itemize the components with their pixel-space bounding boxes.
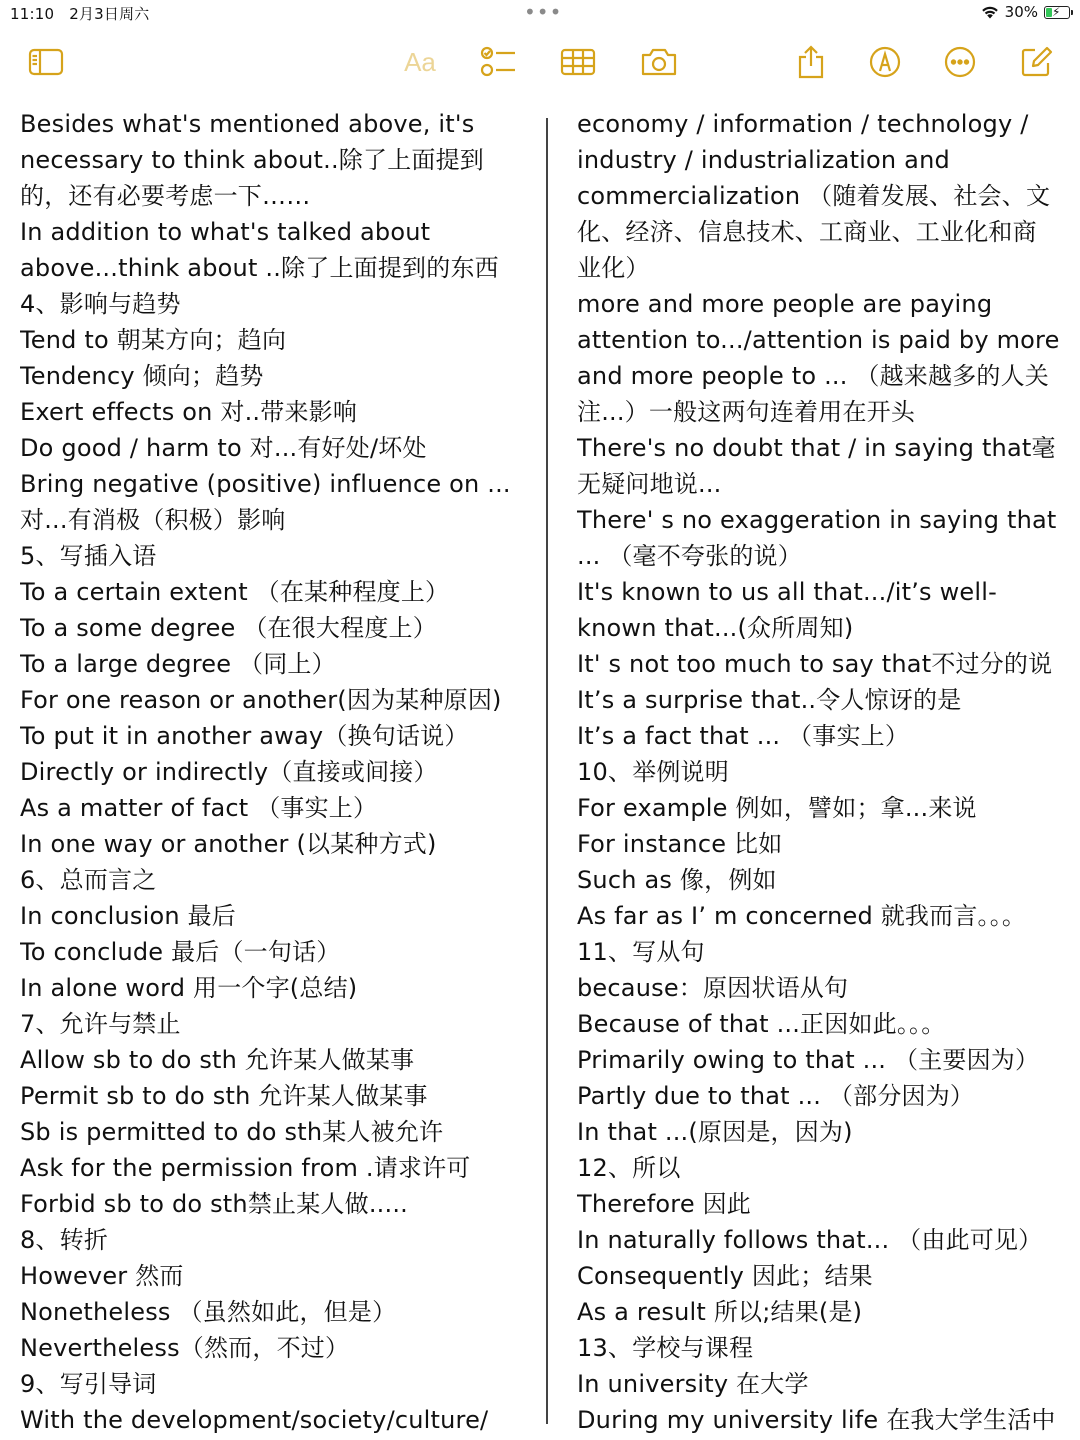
note-line[interactable]: 5、写插入语 (20, 542, 157, 570)
note-line[interactable]: Because of that ...正因如此。。。 (577, 1010, 946, 1038)
note-line[interactable]: Do good / harm to 对...有好处/坏处 (20, 434, 427, 462)
more-options-button[interactable] (940, 42, 980, 82)
note-line[interactable]: Such as 像，例如 (577, 866, 777, 894)
note-line[interactable]: As a matter of fact （事实上） (20, 794, 378, 822)
note-line[interactable]: Bring negative (positive) influence on ... (20, 470, 511, 498)
checklist-button[interactable] (479, 42, 519, 82)
note-line[interactable]: necessary to think about..除了上面提到 (20, 146, 485, 174)
note-line[interactable]: and more people to ... （越来越多的人关 (577, 362, 1049, 390)
note-line[interactable]: Tend to 朝某方向；趋向 (20, 326, 287, 354)
status-time (10, 3, 150, 24)
charging-bolt-icon: ⚡ (1052, 4, 1061, 19)
note-line[interactable]: ... （毫不夸张的说） (577, 542, 802, 570)
note-line[interactable]: In that ...(原因是，因为) (577, 1118, 853, 1146)
note-column-right[interactable] (577, 106, 1075, 1438)
markup-icon (868, 45, 902, 79)
sidebar-toggle-button[interactable] (26, 42, 66, 82)
note-line[interactable]: Ask for the permission from .请求许可 (20, 1154, 471, 1182)
format-label: Aa (404, 46, 436, 77)
note-line[interactable]: economy / information / technology / (577, 110, 1029, 138)
battery-icon (1044, 6, 1070, 19)
note-line[interactable]: In naturally follows that... （由此可见） (577, 1226, 1043, 1254)
compose-button[interactable] (1016, 42, 1056, 82)
note-line[interactable]: 业化） (577, 254, 650, 282)
note-line[interactable]: Sb is permitted to do sth某人被允许 (20, 1118, 444, 1146)
note-line[interactable]: However 然而 (20, 1262, 184, 1290)
share-icon (795, 44, 827, 80)
share-button[interactable] (791, 42, 831, 82)
note-line[interactable]: 4、影响与趋势 (20, 290, 181, 318)
note-line[interactable]: above...think about ..除了上面提到的东西 (20, 254, 499, 282)
note-line[interactable]: In one way or another (以某种方式) (20, 830, 437, 858)
note-line[interactable]: Tendency 倾向；趋势 (20, 362, 264, 390)
note-line[interactable]: 13、学校与课程 (577, 1334, 754, 1362)
note-line[interactable]: For instance 比如 (577, 830, 783, 858)
note-line[interactable]: Directly or indirectly（直接或间接） (20, 758, 438, 786)
more-icon (943, 45, 977, 79)
note-line[interactable]: It’s a fact that ... （事实上） (577, 722, 910, 750)
note-line[interactable]: 9、写引导词 (20, 1370, 157, 1398)
note-line[interactable]: As far as I’ m concerned 就我而言。。。 (577, 902, 1027, 930)
battery-percent: 30% (1004, 3, 1038, 21)
note-line[interactable]: Nonetheless （虽然如此，但是） (20, 1298, 397, 1326)
note-line[interactable]: Therefore 因此 (577, 1190, 752, 1218)
note-line[interactable]: 11、写从句 (577, 938, 705, 966)
table-button[interactable] (558, 42, 598, 82)
note-line[interactable]: To put it in another away（换句话说） (20, 722, 469, 750)
note-line[interactable]: Nevertheless（然而，不过） (20, 1334, 350, 1362)
note-line[interactable]: With the development/society/culture/ (20, 1406, 489, 1434)
note-line[interactable]: 化、经济、信息技术、工商业、工业化和商 (577, 218, 1037, 246)
column-divider (546, 118, 548, 1424)
note-line[interactable]: In conclusion 最后 (20, 902, 236, 930)
note-line[interactable]: Permit sb to do sth 允许某人做某事 (20, 1082, 428, 1110)
note-line[interactable]: 的，还有必要考虑一下…… (20, 182, 311, 210)
format-text-button[interactable] (400, 42, 440, 82)
note-line[interactable]: It's known to us all that.../it’s well- (577, 578, 997, 606)
note-line[interactable]: 7、允许与禁止 (20, 1010, 181, 1038)
note-line[interactable]: There' s no exaggeration in saying that (577, 506, 1057, 534)
note-line[interactable]: commercialization （随着发展、社会、文 (577, 182, 1051, 210)
note-column-left[interactable] (20, 106, 530, 1438)
note-line[interactable]: Besides what's mentioned above, it's (20, 110, 475, 138)
notes-toolbar (0, 36, 1080, 88)
note-line[interactable]: attention to.../attention is paid by more (577, 326, 1060, 354)
note-line[interactable]: For one reason or another(因为某种原因) (20, 686, 502, 714)
markup-button[interactable] (865, 42, 905, 82)
note-line[interactable]: In alone word 用一个字(总结) (20, 974, 358, 1002)
note-line[interactable]: To conclude 最后（一句话） (20, 938, 341, 966)
date: 2月3日周六 (69, 5, 150, 23)
note-line[interactable]: Partly due to that ... （部分因为） (577, 1082, 975, 1110)
note-line[interactable]: Consequently 因此；结果 (577, 1262, 873, 1290)
note-line[interactable]: It’s a surprise that..令人惊讶的是 (577, 686, 962, 714)
camera-icon (640, 46, 678, 78)
note-line[interactable]: because：原因状语从句 (577, 974, 849, 1002)
note-line[interactable]: 对...有消极（积极）影响 (20, 506, 286, 534)
note-line[interactable]: 无疑问地说... (577, 470, 722, 498)
note-line[interactable]: There's no doubt that / in saying that毫 (577, 434, 1056, 462)
note-line[interactable]: 6、总而言之 (20, 866, 157, 894)
table-icon (560, 47, 596, 77)
note-line[interactable]: Primarily owing to that ... （主要因为） (577, 1046, 1040, 1074)
sidebar-icon (28, 47, 64, 77)
note-line[interactable]: It' s not too much to say that不过分的说 (577, 650, 1053, 678)
note-line[interactable]: 10、举例说明 (577, 758, 729, 786)
note-line[interactable]: During my university life 在我大学生活中 (577, 1406, 1056, 1434)
note-line[interactable]: known that...(众所周知) (577, 614, 854, 642)
note-line[interactable]: Exert effects on 对..带来影响 (20, 398, 358, 426)
status-indicators (981, 3, 1070, 21)
note-line[interactable]: To a some degree （在很大程度上） (20, 614, 437, 642)
note-line[interactable]: more and more people are paying (577, 290, 993, 318)
camera-button[interactable] (639, 42, 679, 82)
note-line[interactable]: Allow sb to do sth 允许某人做某事 (20, 1046, 415, 1074)
checklist-icon (480, 45, 518, 79)
note-line[interactable]: industry / industrialization and (577, 146, 950, 174)
multitasking-dots[interactable]: ••• (524, 0, 563, 24)
note-line[interactable]: As a result 所以;结果(是) (577, 1298, 863, 1326)
wifi-icon (981, 5, 999, 19)
status-bar (0, 0, 1080, 30)
note-line[interactable]: 8、转折 (20, 1226, 109, 1254)
note-line[interactable]: Forbid sb to do sth禁止某人做..... (20, 1190, 408, 1218)
note-line[interactable]: 注...）一般这两句连着用在开头 (577, 398, 916, 426)
note-line[interactable]: In addition to what's talked about (20, 218, 431, 246)
note-line[interactable]: To a large degree （同上） (20, 650, 336, 678)
clock: 11:10 (10, 5, 55, 23)
note-line[interactable]: For example 例如，譬如；拿...来说 (577, 794, 977, 822)
note-line[interactable]: 12、所以 (577, 1154, 681, 1182)
note-line[interactable]: In university 在大学 (577, 1370, 809, 1398)
note-line[interactable]: To a certain extent （在某种程度上） (20, 578, 450, 606)
compose-icon (1019, 45, 1053, 79)
